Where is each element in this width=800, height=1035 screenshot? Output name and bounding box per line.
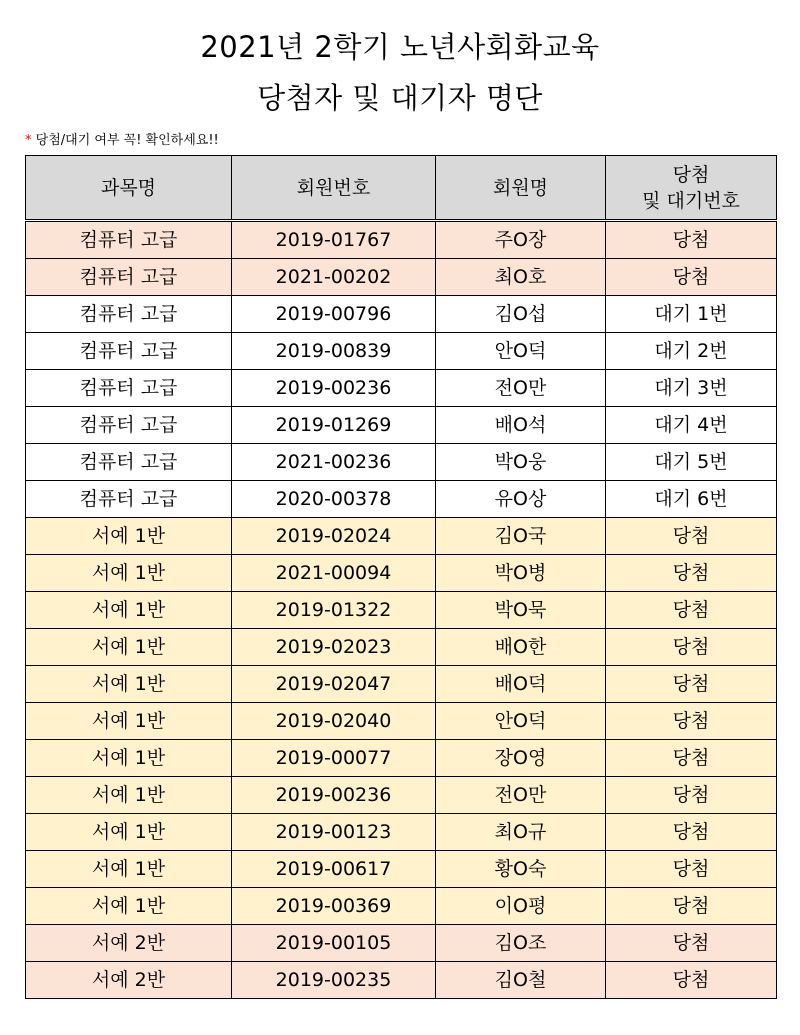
cell-member-name: 최O호 xyxy=(436,259,606,296)
cell-course: 서예 1반 xyxy=(26,703,232,740)
cell-member-name: 박O묵 xyxy=(436,592,606,629)
cell-status: 당첨 xyxy=(606,888,777,925)
cell-member-no: 2019-02047 xyxy=(232,666,436,703)
cell-course: 컴퓨터 고급 xyxy=(26,407,232,444)
cell-member-no: 2019-01767 xyxy=(232,221,436,259)
cell-member-name: 황O숙 xyxy=(436,851,606,888)
cell-course: 서예 1반 xyxy=(26,592,232,629)
table-row xyxy=(26,888,777,925)
table-row xyxy=(26,777,777,814)
cell-course: 서예 1반 xyxy=(26,555,232,592)
cell-member-name: 유O상 xyxy=(436,481,606,518)
cell-member-no: 2019-00839 xyxy=(232,333,436,370)
cell-course: 서예 1반 xyxy=(26,629,232,666)
winners-table xyxy=(25,155,777,999)
cell-status: 당첨 xyxy=(606,555,777,592)
cell-course: 컴퓨터 고급 xyxy=(26,259,232,296)
cell-course: 서예 1반 xyxy=(26,851,232,888)
cell-member-name: 배O석 xyxy=(436,407,606,444)
cell-member-no: 2019-00123 xyxy=(232,814,436,851)
cell-course: 서예 1반 xyxy=(26,666,232,703)
cell-course: 서예 2반 xyxy=(26,962,232,999)
cell-member-no: 2019-02040 xyxy=(232,703,436,740)
cell-member-no: 2021-00202 xyxy=(232,259,436,296)
cell-member-name: 김O조 xyxy=(436,925,606,962)
cell-member-name: 박O웅 xyxy=(436,444,606,481)
cell-course: 컴퓨터 고급 xyxy=(26,221,232,259)
cell-member-name: 안O덕 xyxy=(436,333,606,370)
cell-status: 당첨 xyxy=(606,962,777,999)
table-row xyxy=(26,629,777,666)
table-row xyxy=(26,444,777,481)
cell-status: 당첨 xyxy=(606,629,777,666)
table-row xyxy=(26,666,777,703)
cell-status: 당첨 xyxy=(606,925,777,962)
table-row xyxy=(26,962,777,999)
table-row xyxy=(26,555,777,592)
table-row xyxy=(26,518,777,555)
cell-member-no: 2019-00617 xyxy=(232,851,436,888)
cell-course: 컴퓨터 고급 xyxy=(26,370,232,407)
cell-member-name: 장O영 xyxy=(436,740,606,777)
cell-member-no: 2020-00378 xyxy=(232,481,436,518)
table-row xyxy=(26,221,777,259)
cell-member-name: 박O병 xyxy=(436,555,606,592)
header-member-no: 회원번호 xyxy=(232,156,436,221)
cell-course: 컴퓨터 고급 xyxy=(26,444,232,481)
notice-text xyxy=(25,132,219,150)
cell-course: 서예 1반 xyxy=(26,888,232,925)
cell-status: 대기 3번 xyxy=(606,370,777,407)
cell-member-no: 2019-00077 xyxy=(232,740,436,777)
cell-member-name: 전O만 xyxy=(436,777,606,814)
cell-status: 대기 1번 xyxy=(606,296,777,333)
cell-member-no: 2019-00369 xyxy=(232,888,436,925)
cell-status: 당첨 xyxy=(606,666,777,703)
cell-status: 대기 2번 xyxy=(606,333,777,370)
table-header-row xyxy=(26,156,777,221)
cell-status: 당첨 xyxy=(606,777,777,814)
table-row xyxy=(26,370,777,407)
cell-member-name: 주O장 xyxy=(436,221,606,259)
header-status-line2: 및 대기번호 xyxy=(642,189,740,212)
cell-member-name: 김O국 xyxy=(436,518,606,555)
cell-status: 당첨 xyxy=(606,518,777,555)
cell-member-no: 2019-02024 xyxy=(232,518,436,555)
header-course: 과목명 xyxy=(26,156,232,221)
table-row xyxy=(26,296,777,333)
notice-star-icon: * xyxy=(25,133,32,148)
cell-status: 당첨 xyxy=(606,703,777,740)
cell-status: 당첨 xyxy=(606,259,777,296)
table-row xyxy=(26,814,777,851)
cell-status: 대기 6번 xyxy=(606,481,777,518)
cell-course: 컴퓨터 고급 xyxy=(26,481,232,518)
cell-member-no: 2021-00094 xyxy=(232,555,436,592)
table-row xyxy=(26,407,777,444)
table-row xyxy=(26,592,777,629)
cell-member-no: 2019-01322 xyxy=(232,592,436,629)
table-row xyxy=(26,259,777,296)
document-title-line1: 2021년 2학기 노년사회화교육 xyxy=(200,30,600,64)
cell-course: 서예 1반 xyxy=(26,777,232,814)
table-row xyxy=(26,481,777,518)
cell-member-name: 전O만 xyxy=(436,370,606,407)
cell-member-name: 김O철 xyxy=(436,962,606,999)
cell-status: 대기 4번 xyxy=(606,407,777,444)
cell-member-name: 배O한 xyxy=(436,629,606,666)
cell-course: 서예 2반 xyxy=(26,925,232,962)
notice-message: 당첨/대기 여부 꼭! 확인하세요!! xyxy=(35,133,219,148)
cell-member-no: 2019-00796 xyxy=(232,296,436,333)
cell-member-no: 2019-00105 xyxy=(232,925,436,962)
cell-course: 컴퓨터 고급 xyxy=(26,333,232,370)
cell-status: 당첨 xyxy=(606,851,777,888)
table-row xyxy=(26,703,777,740)
header-member-name: 회원명 xyxy=(436,156,606,221)
cell-course: 컴퓨터 고급 xyxy=(26,296,232,333)
cell-member-no: 2021-00236 xyxy=(232,444,436,481)
header-status-line1: 당첨 xyxy=(672,163,710,186)
cell-status: 당첨 xyxy=(606,740,777,777)
cell-member-name: 안O덕 xyxy=(436,703,606,740)
document-title-line2: 당첨자 및 대기자 명단 xyxy=(257,81,543,115)
cell-course: 서예 1반 xyxy=(26,518,232,555)
cell-member-no: 2019-00235 xyxy=(232,962,436,999)
table-row xyxy=(26,851,777,888)
header-status xyxy=(606,156,777,221)
cell-member-no: 2019-00236 xyxy=(232,370,436,407)
cell-member-name: 김O섭 xyxy=(436,296,606,333)
cell-member-name: 배O덕 xyxy=(436,666,606,703)
cell-status: 당첨 xyxy=(606,814,777,851)
cell-member-name: 최O규 xyxy=(436,814,606,851)
cell-member-no: 2019-01269 xyxy=(232,407,436,444)
table-row xyxy=(26,333,777,370)
cell-member-name: 이O평 xyxy=(436,888,606,925)
cell-course: 서예 1반 xyxy=(26,740,232,777)
table-row xyxy=(26,925,777,962)
table-body xyxy=(26,221,777,999)
cell-member-no: 2019-02023 xyxy=(232,629,436,666)
table-row xyxy=(26,740,777,777)
cell-member-no: 2019-00236 xyxy=(232,777,436,814)
cell-status: 당첨 xyxy=(606,221,777,259)
cell-status: 당첨 xyxy=(606,592,777,629)
cell-course: 서예 1반 xyxy=(26,814,232,851)
cell-status: 대기 5번 xyxy=(606,444,777,481)
